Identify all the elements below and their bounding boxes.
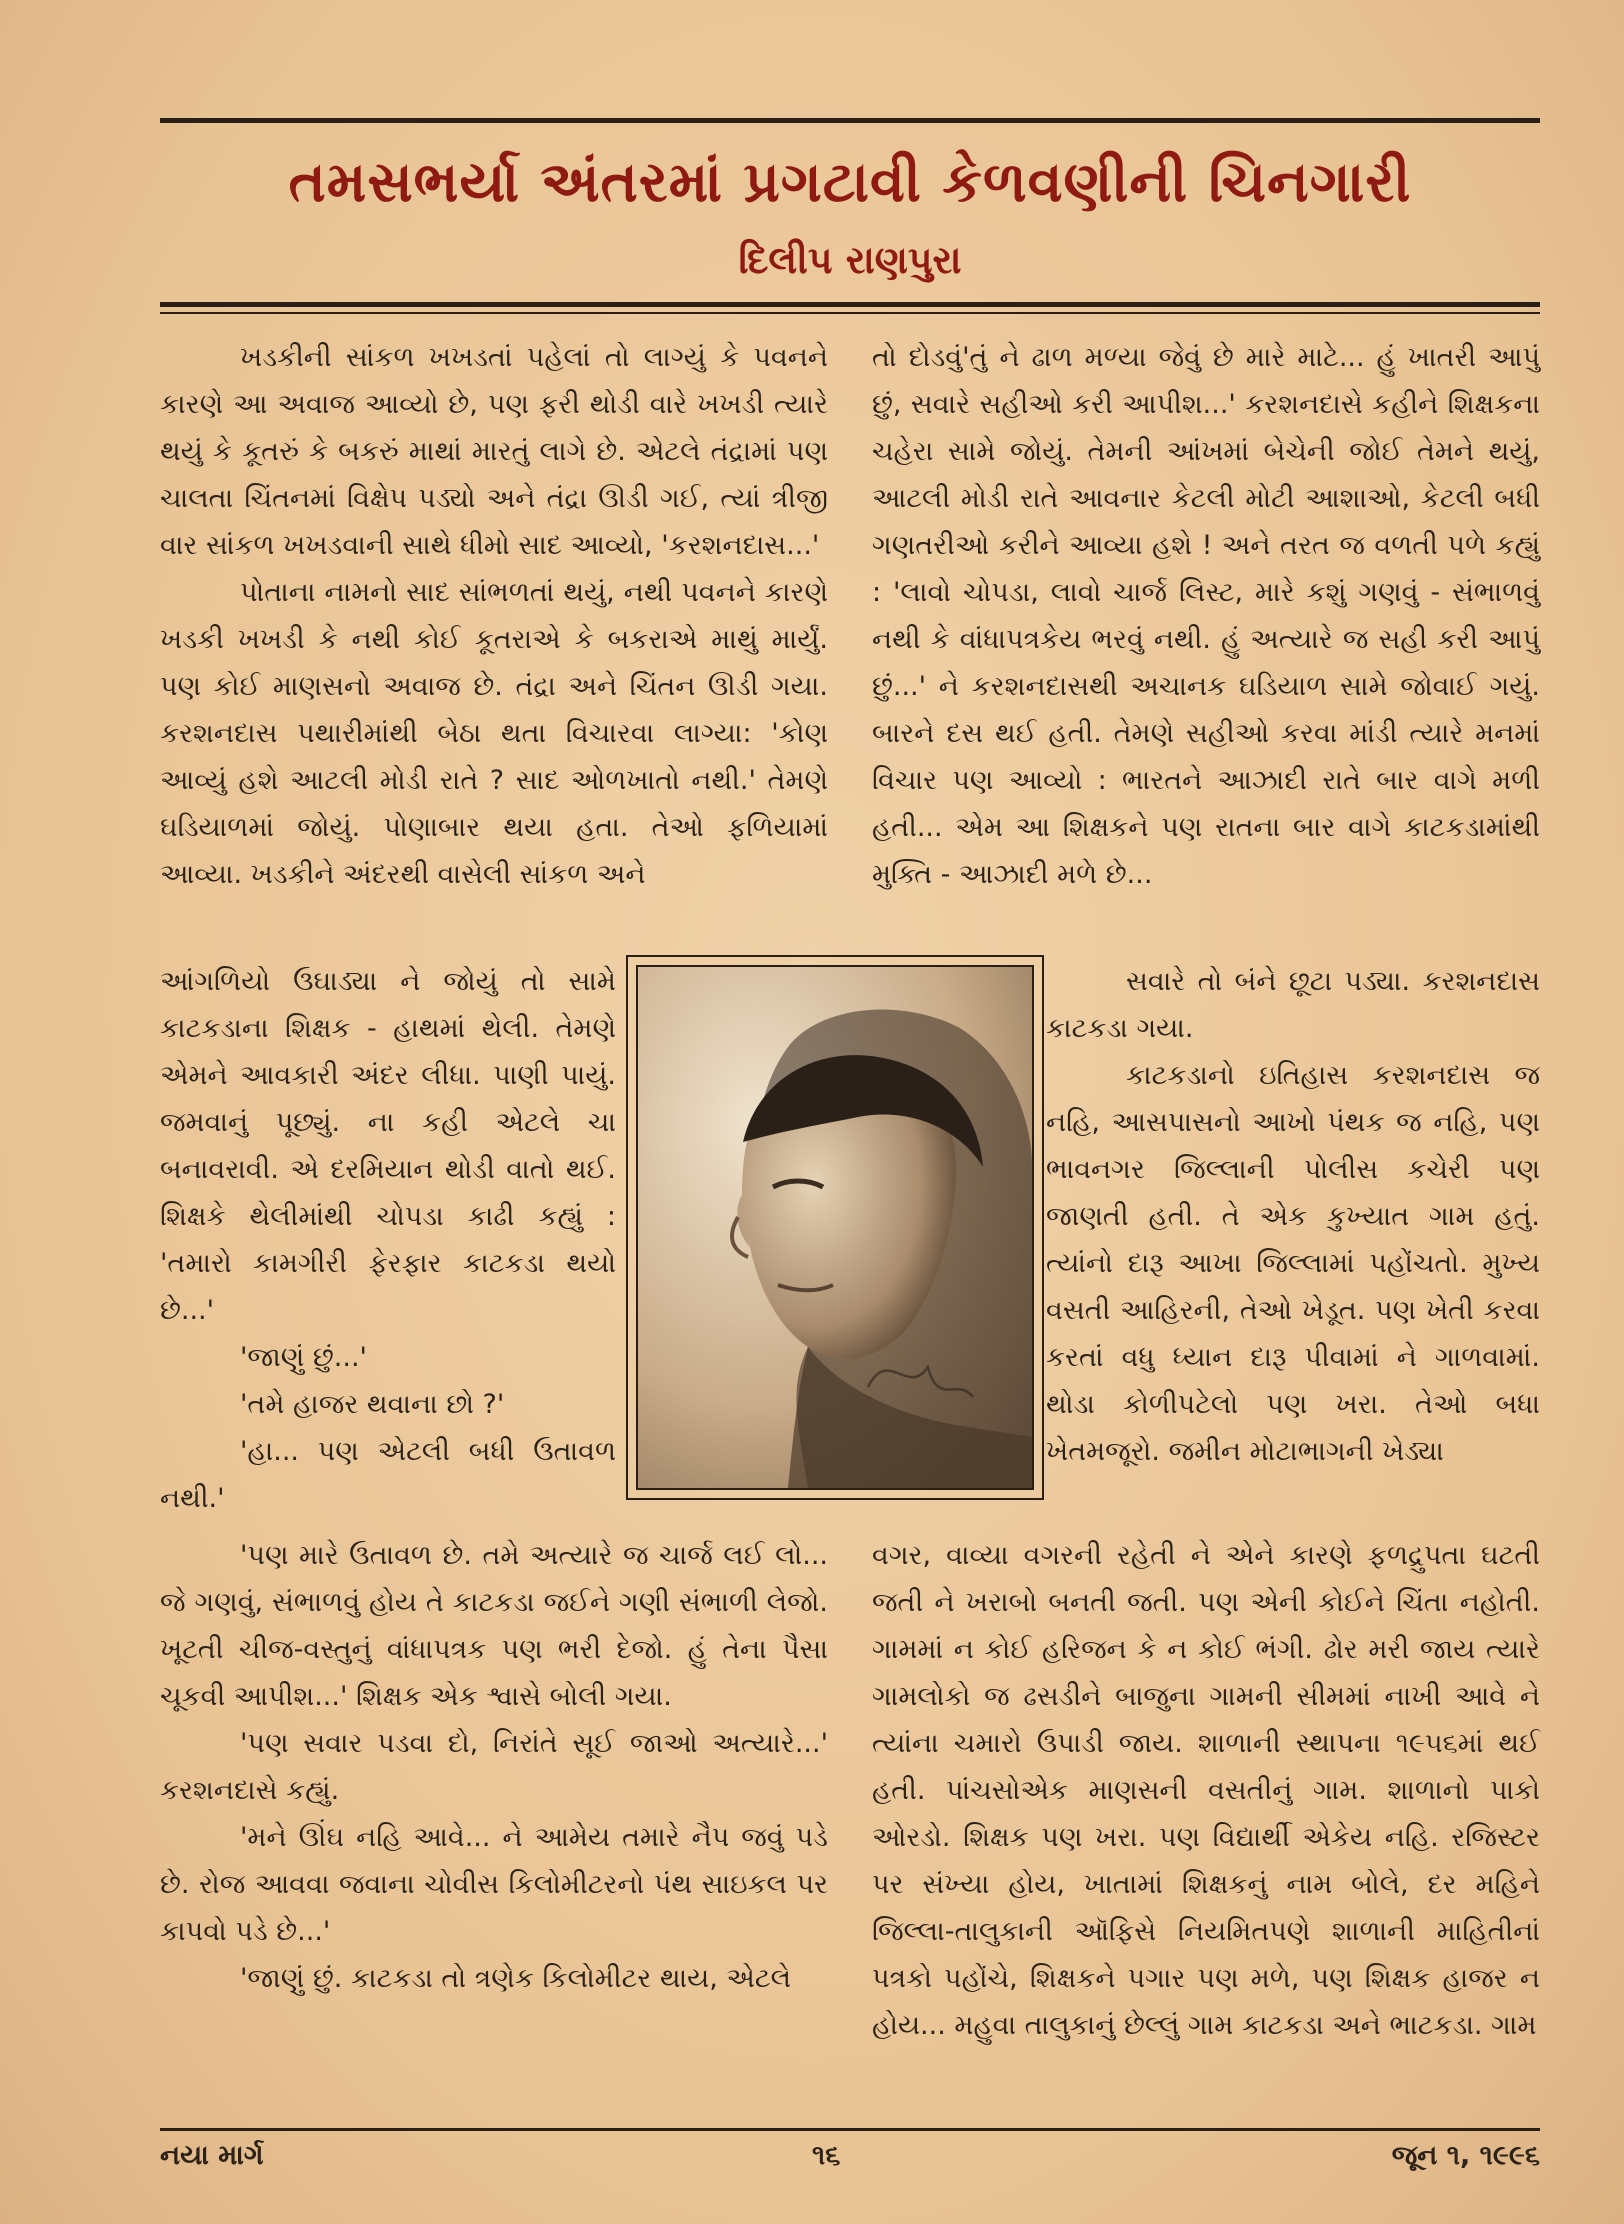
header-rule-thin — [160, 312, 1540, 314]
left-paragraph-8: 'પણ સવાર પડવા દો, નિરાંતે સૂઈ જાઓ અત્યારે...' કરશનદાસે કહ્યું. — [160, 1728, 828, 1806]
right-paragraph-3: કાટકડાનો ઇતિહાસ કરશનદાસ જ નહિ, આસપાસનો આખો પંથક જ નહિ, પણ ભાવનગર જિલ્લાની પોલીસ કચેરી પણ જાણતી હતી. તે એક કુખ્યાત ગામ હતું. ત્યાંનો દારૂ આખા જિલ્લામાં પહોંચતો. મુખ્ય વસતી આહિરની, તેઓ ખેડૂત. પણ ખેતી કરવા કરતાં વધુ ધ્યાન દારૂ પીવામાં ને ગાળવામાં. થોડા કોળીપટેલો પણ ખરા. તેઓ બધા ખેતમજૂરો. જમીન મોટાભાગની ખેડ્યા — [1046, 1060, 1540, 1467]
left-paragraph-7: 'પણ મારે ઉતાવળ છે. તમે અત્યારે જ ચાર્જ લઈ લો... જે ગણવું, સંભાળવું હોય તે કાટકડા જઈને ગણી સંભાળી લેજો. ખૂટતી ચીજ-વસ્તુનું વાંધાપત્રક પણ ભરી દેજો. હું તેના પૈસા ચૂકવી આપીશ...' શિક્ષક એક શ્વાસે બોલી ગયા. — [160, 1540, 828, 1712]
right-column-top — [872, 334, 1540, 898]
article-title: તમસભર્યા અંતરમાં પ્રગટાવી કેળવણીની ચિનગારી — [288, 150, 1412, 215]
article-author: દિલીપ રાણપુરા — [738, 238, 962, 282]
left-column-narrow — [160, 958, 616, 1522]
left-paragraph-6: 'હા... પણ એટલી બધી ઉતાવળ નથી.' — [160, 1436, 616, 1514]
left-paragraph-9: 'મને ઊંઘ નહિ આવે... ને આમેય તમારે નૈપ જવું પડે છે. રોજ આવવા જવાના ચોવીસ કિલોમીટરનો પંથ સાઇકલ પર કાપવો પડે છે...' — [160, 1822, 828, 1947]
left-paragraph-4: 'જાણું છું...' — [240, 1342, 367, 1373]
left-column-top — [160, 334, 828, 898]
left-paragraph-10: 'જાણું છું. કાટકડા તો ત્રણેક કિલોમીટર થાય, એટલે — [240, 1963, 792, 1994]
footer-publication: નયા માર્ગ — [160, 2140, 264, 2171]
right-column-bottom — [872, 1532, 1540, 2049]
footer-page-number: ૧૬ — [812, 2140, 841, 2171]
right-column-narrow — [1046, 958, 1540, 1475]
header-rule-thick — [160, 302, 1540, 307]
portrait-illustration — [638, 967, 1032, 1488]
footer-date: જૂન ૧, ૧૯૯૬ — [1391, 2140, 1540, 2171]
left-paragraph-1: ખડકીની સાંકળ ખખડતાં પહેલાં તો લાગ્યું કે પવનને કારણે આ અવાજ આવ્યો છે, પણ ફરી થોડી વારે ખખડી ત્યારે થયું કે કૂતરું કે બકરું માથાં મારતું લાગે છે. એટલે તંદ્રામાં પણ ચાલતા ચિંતનમાં વિક્ષેપ પડ્યો અને તંદ્રા ઊડી ગઈ, ત્યાં ત્રીજી વાર સાંકળ ખખડવાની સાથે ધીમો સાદ આવ્યો, 'કરશનદાસ...' — [160, 342, 828, 561]
footer-rule — [160, 2128, 1540, 2131]
author-portrait-photo — [636, 965, 1034, 1490]
right-paragraph-4: વગર, વાવ્યા વગરની રહેતી ને એને કારણે ફળદ્રુપતા ઘટતી જતી ને ખરાબો બનતી જતી. પણ એની કોઈને ચિંતા નહોતી. ગામમાં ન કોઈ હરિજન કે ન કોઈ ભંગી. ઢોર મરી જાય ત્યારે ગામલોકો જ ઢસડીને બાજુના ગામની સીમમાં નાખી આવે ને ત્યાંના ચમારો ઉપાડી જાય. શાળાની સ્થાપના ૧૯૫૬માં થઈ હતી. પાંચસોએક માણસની વસતીનું ગામ. શાળાનો પાકો ઓરડો. શિક્ષક પણ ખરા. પણ વિદ્યાર્થી એકેય નહિ. રજિસ્ટર પર સંખ્યા હોય, ખાતામાં શિક્ષકનું નામ બોલે, દર મહિને જિલ્લા-તાલુકાની ઑફિસે નિયમિતપણે શાળાની માહિતીનાં પત્રકો પહોંચે, શિક્ષકને પગાર પણ મળે, પણ શિક્ષક હાજર ન હોય... મહુવા તાલુકાનું છેલ્લું ગામ કાટકડા અને ભાટકડા. ગામ — [872, 1540, 1540, 2041]
left-paragraph-5: 'તમે હાજર થવાના છો ?' — [240, 1389, 505, 1420]
right-paragraph-2: સવારે તો બંને છૂટા પડ્યા. કરશનદાસ કાટકડા ગયા. — [1046, 966, 1540, 1044]
left-paragraph-2: પોતાના નામનો સાદ સાંભળતાં થયું, નથી પવનને કારણે ખડકી ખખડી કે નથી કોઈ કૂતરાએ કે બકરાએ માથું માર્યું. પણ કોઈ માણસનો અવાજ છે. તંદ્રા અને ચિંતન ઊડી ગયા. કરશનદાસ પથારીમાંથી બેઠા થતા વિચારવા લાગ્યા: 'કોણ આવ્યું હશે આટલી મોડી રાતે ? સાદ ઓળખાતો નથી.' તેમણે ઘડિયાળમાં જોયું. પોણાબાર થયા હતા. તેઓ ફળિયામાં આવ્યા. ખડકીને અંદરથી વાસેલી સાંકળ અને — [160, 577, 828, 890]
top-rule — [160, 118, 1540, 123]
left-column-bottom — [160, 1532, 828, 2002]
left-paragraph-3: આંગળિયો ઉઘાડ્યા ને જોયું તો સામે કાટકડાના શિક્ષક - હાથમાં થેલી. તેમણે એમને આવકારી અંદર લીધા. પાણી પાયું. જમવાનું પૂછ્યું. ના કહી એટલે ચા બનાવરાવી. એ દરમિયાન થોડી વાતો થઈ. શિક્ષકે થેલીમાંથી ચોપડા કાઢી કહ્યું : 'તમારો કામગીરી ફેરફાર કાટકડા થયો છે...' — [160, 966, 616, 1326]
right-paragraph-1: તો દોડવું'તું ને ઢાળ મળ્યા જેવું છે મારે માટે... હું ખાતરી આપું છું, સવારે સહીઓ કરી આપીશ...' કરશનદાસે કહીને શિક્ષકના ચહેરા સામે જોયું. તેમની આંખમાં બેચેની જોઈ તેમને થયું, આટલી મોડી રાતે આવનાર કેટલી મોટી આશાઓ, કેટલી બધી ગણતરીઓ કરીને આવ્યા હશે ! અને તરત જ વળતી પળે કહ્યું : 'લાવો ચોપડા, લાવો ચાર્જ લિસ્ટ, મારે કશું ગણવું - સંભાળવું નથી કે વાંધાપત્રકેય ભરવું નથી. હું અત્યારે જ સહી કરી આપું છું...' ને કરશનદાસથી અચાનક ઘડિયાળ સામે જોવાઈ ગયું. બારને દસ થઈ હતી. તેમણે સહીઓ કરવા માંડી ત્યારે મનમાં વિચાર પણ આવ્યો : ભારતને આઝાદી રાતે બાર વાગે મળી હતી... એમ આ શિક્ષકને પણ રાતના બાર વાગે કાટકડામાંથી મુક્તિ - આઝાદી મળે છે... — [872, 342, 1540, 890]
